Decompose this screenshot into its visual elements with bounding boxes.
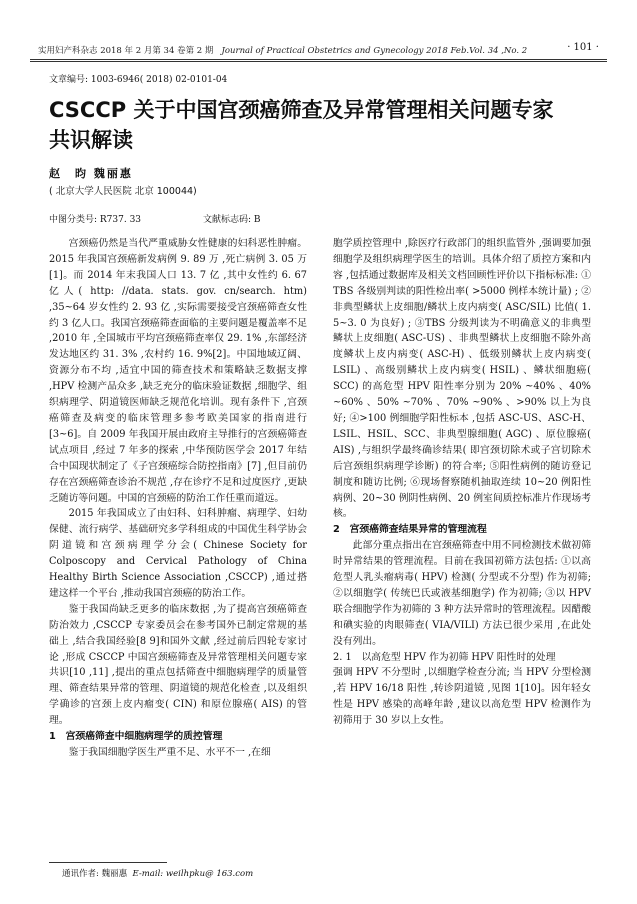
left-column: [49, 236, 307, 761]
paragraph: 此部分重点指出在宫颈癌筛查中用不同检测技术做初筛时异常结果的管理流程。目前在我国初筛方法包括: ①以高危型人乳头瘤病毒( HPV) 检测( 分型或不分型) 作为初筛; ②以细胞学( 传统巴氏或液基细胞学) 作为初筛; ③以 HPV 联合细胞学作为初筛的 3 种方法异常时的管理流程。因醋酸和碘实验的肉眼筛查( VIA/VILI) 方法已很少采用 ,在此处没有列出。: [333, 540, 591, 647]
subsection-heading: 2. 1 以高危型 HPV 作为初筛 HPV 阳性时的处理: [333, 651, 556, 663]
footnote: [62, 867, 253, 879]
paragraph: 胞学质控管理中 ,除医疗行政部门的组织监管外 ,强调要加强细胞学及组织病理学医生的培训。具体介绍了质控方案和内容 ,包括通过数据库及相关文档回顾性评价以下指标标准: ① TBS 各级别判读的阳性检出率( >5000 例样本统计量) ; ②非典型鳞状上皮细胞/鳞状上皮内病变( ASC/SIL) 比值( 1. 5~3. 0 为良好) ; ③TBS 分级判读为不明确意义的非典型鳞状上皮细胞( ASC-US) 、非典型鳞状上皮细胞不除外高度鳞状上皮内病变( ASC-H) 、低级别鳞状上皮内病变( LSIL) 、高级别鳞状上皮内病变( HSIL) 、鳞状细胞癌( SCC) 的高危型 HPV 阳性率分别为 20% ~40% 、40% ~60% 、50% ~70% 、70% ~90% 、>90% 以上为良好; ④>100 例细胞学阳性标本 ,包括 ASC-US、ASC-H、LSIL、HSIL、SCC、非典型腺细胞( AGC) 、原位腺癌( AIS) ,与组织学最终确诊结果( 即宫颈切除术或子宫切除术后宫颈组织病理学诊断) 的符合率; ⑤阳性病例的随访登记制度和随访比例; ⑥现场督察随机抽取连续 10~20 例阳性病例、20~30 例阴性病例、20 例室间质控标准片作现场考核。: [333, 238, 591, 520]
paragraph: 宫颈癌仍然是当代严重威胁女性健康的妇科恶性肿瘤。2015 年我国宫颈癌新发病例 9. 89 万 ,死亡病例 3. 05 万[1]。而 2014 年末我国人口 13. 7 亿 ,其中女性约 6. 67 亿人( http: //data. stats. gov. cn/search. htm) ,35~64 岁女性约 2. 93 亿 ,实际需要接受宫颈癌筛查女性约 3 亿人口。我国宫颈癌筛查面临的主要问题是覆盖率不足 ,2010 年 ,全国城市平均宫颈癌筛查率仅 29. 1% ,东部经济发达地区约 31. 3% ,农村约 16. 9%[2]。中国地域辽阔、资源分布不均 ,适宜中国的筛查技术和策略缺乏数据支撑 ,HPV 检测产品众多 ,缺乏充分的临床验证数据 ,细胞学、组织病理学、阴道镜医师缺乏规范化培训。现有条件下 ,宫颈癌筛查及病变的临床管理多参考欧美国家的指南进行[3~6]。自 2009 年我国开展由政府主导推行的宫颈癌筛查试点项目 ,经过 7 年多的探索 ,中华预防医学会 2017 年结合中国现状制定了《子宫颈癌综合防控指南》[7] ,但目前仍存在宫颈癌筛查诊治不规范 ,存在诊疗不足和过度医疗 ,更缺乏随访等问题。中国的宫颈癌的防治工作任重而道远。: [49, 238, 307, 504]
corresponding-author: 通讯作者: 魏丽惠: [62, 869, 128, 879]
paragraph: 鉴于我国细胞学医生严重不足、水平不一 ,在细: [68, 747, 271, 758]
journal-cn: 实用妇产科杂志 2018 年 2 月第 34 卷第 2 期: [38, 46, 214, 56]
page-number: · 101 ·: [567, 42, 599, 53]
section-heading: 2 宫颈癌筛查结果异常的管理流程: [333, 524, 487, 536]
paragraph: 2015 年我国成立了由妇科、妇科肿瘤、病理学、妇幼保健、流行病学、基础研究多学科组成的中国优生科学协会阴道镜和宫颈病理学分会( Chinese Society for Colposcopy and Cervical Pathology of China Healthy Birth Science Association ,CSCCP) ,通过搭建这样一个平台 ,推动我国宫颈癌的防治工作。: [49, 508, 307, 599]
authors: 赵 昀 魏丽惠: [49, 167, 133, 180]
article-number: 文章编号: 1003-6946( 2018) 02-0101-04: [49, 75, 228, 85]
header-rule-thin: [30, 61, 607, 62]
footnote-rule: [49, 862, 167, 863]
running-header: [38, 44, 598, 56]
author-email: E-mail: weilhpku@ 163.com: [132, 869, 254, 879]
document-code: 文献标志码: B: [203, 215, 261, 225]
section-heading: 1 宫颈癌筛查中细胞病理学的质控管理: [49, 731, 223, 743]
clc-number: 中图分类号: R737. 33: [49, 215, 142, 225]
right-column: [333, 236, 591, 729]
paragraph: 强调 HPV 不分型时 ,以细胞学检查分流; 当 HPV 分型检测 ,若 HPV 16/18 阳性 ,转诊阴道镜 ,见图 1[10]。因年轻女性是 HPV 感染的高峰年龄 ,建议以高危型 HPV 检测作为初筛用于 30 岁以上女性。: [333, 667, 591, 727]
journal-en: Journal of Practical Obstetrics and Gynecology 2018 Feb.Vol. 34 ,No. 2: [221, 46, 528, 56]
article-title: CSCCP 关于中国宫颈癌筛查及异常管理相关问题专家共识解读: [49, 98, 554, 152]
header-rule: [30, 59, 607, 60]
affiliation: ( 北京大学人民医院 北京 100044): [49, 186, 197, 197]
paragraph: 鉴于我国尚缺乏更多的临床数据 ,为了提高宫颈癌筛查防治效力 ,CSCCP 专家委员会在参考国外已制定常规的基础上 ,结合我国经验[8 9]和国外文献 ,经过前后四轮专家讨论 ,形成 CSCCP 中国宫颈癌筛查及异常管理相关问题专家共识[10 ,11] ,提出的重点包括筛查中细胞病理学的质量管理、筛查结果异常的管理、阴道镜的规范化检查 ,以及组织学确诊的宫颈上皮内瘤变( CIN) 和原位腺癌( AIS) 的管理。: [49, 603, 307, 727]
